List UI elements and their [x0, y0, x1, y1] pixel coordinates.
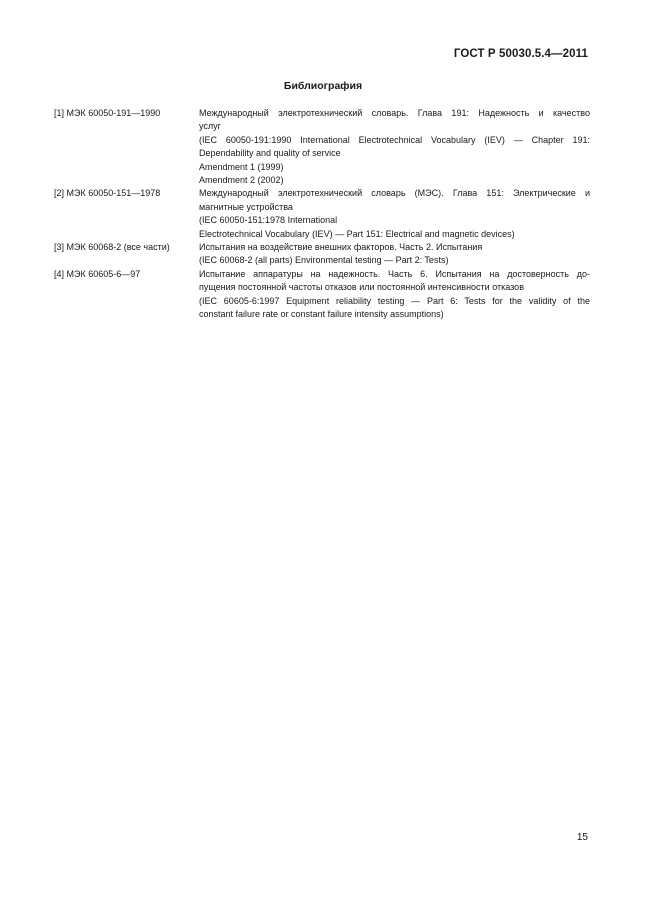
entry-line: Испытания на воздействие внешних факторов. Часть 2. Испытания	[199, 242, 483, 253]
entry-line: магнитные устройства	[199, 201, 293, 212]
entry-line: (IEC 60050-191:1990 International Electrotechnical Vocabulary (IEV) — Chapter 191:	[199, 134, 590, 145]
entry-description	[199, 241, 590, 268]
entry-line: Международный электротехнический словарь (МЭС). Глава 151: Электрические и	[199, 188, 590, 199]
entry-line: Electrotechnical Vocabulary (IEV) — Part 151: Electrical and magnetic devices)	[199, 228, 515, 239]
entry-line: (IEC 60050-151:1978 International	[199, 215, 338, 226]
entry-line: Amendment 2 (2002)	[199, 175, 284, 186]
bibliography-title: Библиография	[283, 80, 363, 92]
bibliography-entry	[54, 187, 590, 241]
entry-line: Международный электротехнический словарь. Глава 191: Надежность и качество	[199, 108, 590, 118]
entry-reference: [2] МЭК 60050-151—1978	[54, 188, 161, 199]
entry-reference: [4] МЭК 60605-6—97	[54, 268, 141, 279]
entry-line: пущения постоянной частоты отказов или постоянной интенсивности отказов	[199, 282, 524, 293]
entry-description	[199, 268, 590, 322]
entry-line: Dependability and quality of service	[199, 148, 341, 159]
entry-description	[199, 187, 590, 241]
entry-description	[199, 107, 590, 187]
entry-line: (IEC 60605-6:1997 Equipment reliability testing — Part 6: Tests for the validity of the	[199, 295, 590, 306]
document-code: ГОСТ Р 50030.5.4—2011	[453, 48, 588, 60]
entry-reference: [1] МЭК 60050-191—1990	[54, 108, 161, 118]
page-number: 15	[576, 832, 588, 843]
entry-line: услуг	[199, 121, 221, 132]
entry-reference: [3] МЭК 60068-2 (все части)	[54, 242, 170, 253]
bibliography-list	[54, 107, 590, 322]
bibliography-entry	[54, 268, 590, 322]
entry-line: (IEC 60068-2 (all parts) Environmental testing — Part 2: Tests)	[199, 255, 449, 266]
entry-line: constant failure rate or constant failure intensity assumptions)	[199, 309, 444, 320]
entry-line: Amendment 1 (1999)	[199, 161, 284, 172]
bibliography-entry	[54, 107, 590, 187]
bibliography-entry	[54, 241, 590, 268]
entry-line: Испытание аппаратуры на надежность. Часть 6. Испытания на достоверность до-	[199, 268, 590, 279]
